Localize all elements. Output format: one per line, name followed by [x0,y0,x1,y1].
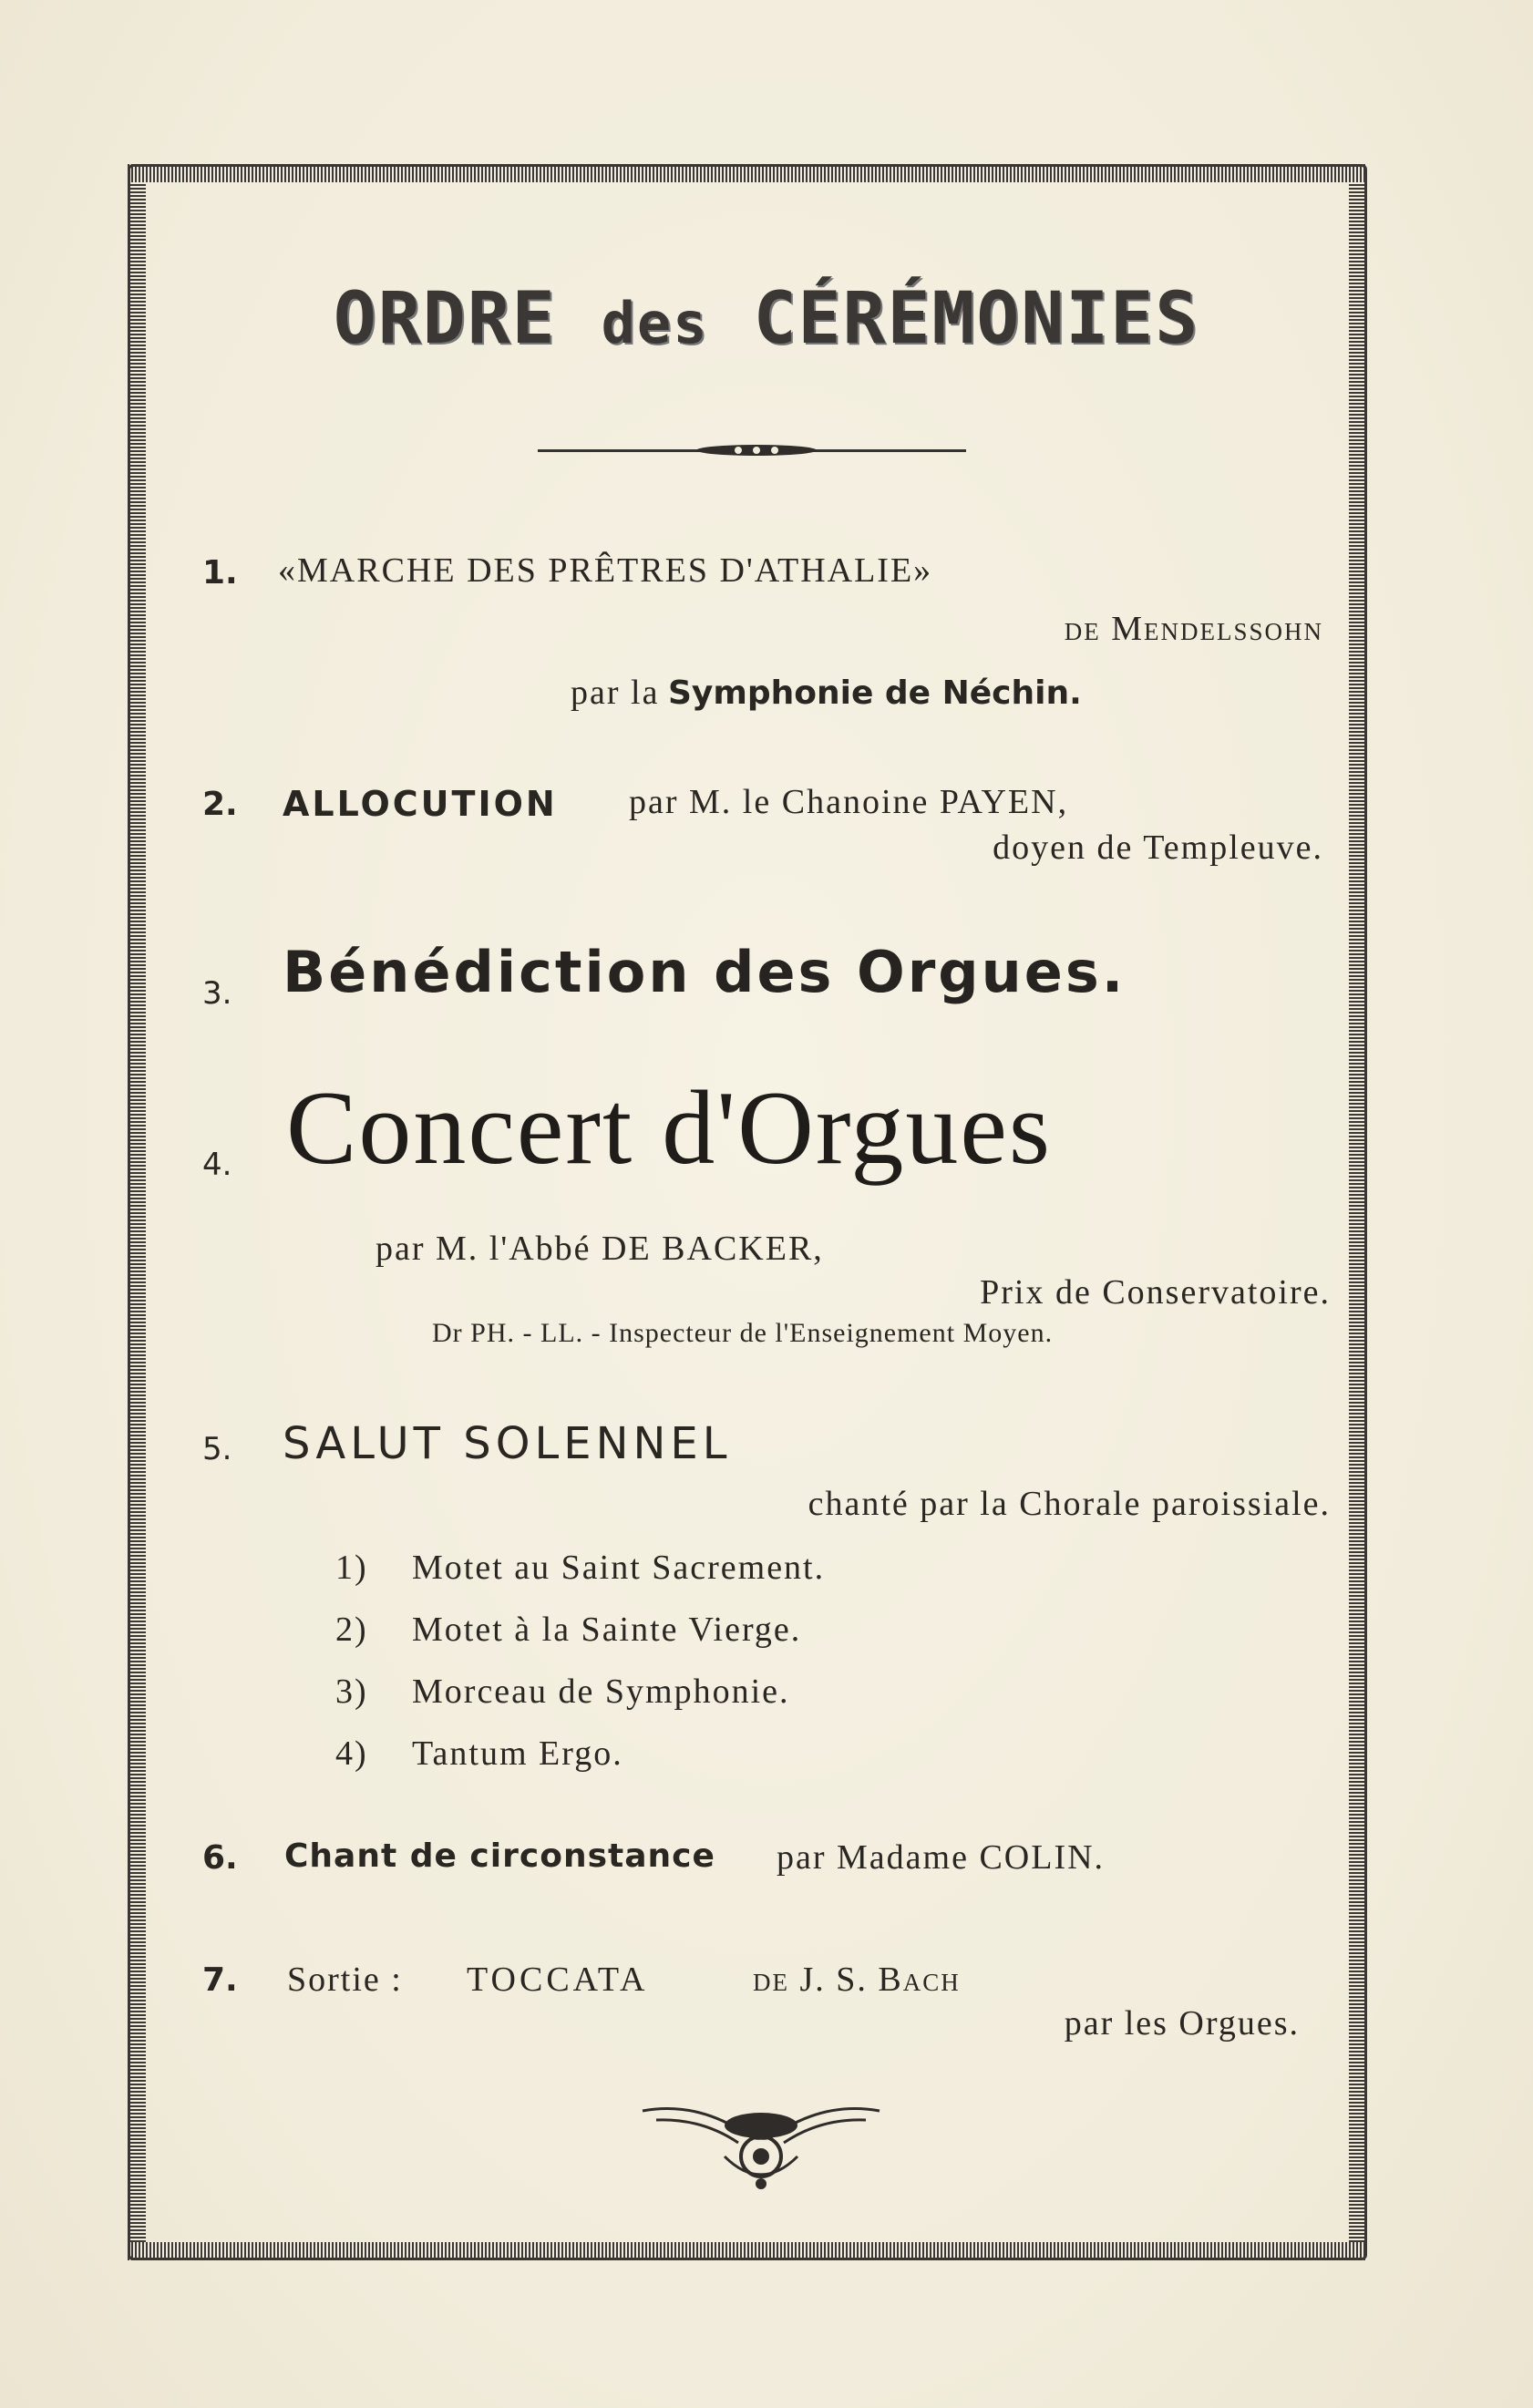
item-1-title: «MARCHE DES PRÊTRES D'ATHALIE» [278,551,933,590]
item-5-by: chanté par la Chorale paroissiale. [808,1485,1331,1523]
sub-item-number: 1) [335,1549,368,1587]
sub-item-number: 2) [335,1610,368,1649]
sub-item-text: Motet au Saint Sacrement. [412,1549,826,1587]
item-7-number: 7. [202,1961,238,1999]
item-1-performer-line: par la Symphonie de Néchin. [571,674,1082,712]
item-4-number: 4. [202,1147,232,1183]
item-7-by: par les Orgues. [1064,2004,1300,2043]
sub-item-text: Morceau de Symphonie. [412,1672,790,1711]
item-5-title: SALUT SOLENNEL [283,1418,732,1469]
item-7-piece: TOCCATA [467,1960,649,1999]
item-7-label: Sortie : [287,1960,403,1999]
page-title: ORDRE des CÉRÉMONIES [333,278,1200,360]
item-2-title: ALLOCUTION [283,784,558,824]
item-3-title: Bénédiction des Orgues. [283,939,1127,1005]
item-4-by: par M. l'Abbé DE BACKER, [376,1230,824,1268]
item-2-by: par M. le Chanoine PAYEN, [629,783,1069,821]
item-6-number: 6. [202,1839,238,1877]
rule-ornament-icon [693,444,820,457]
item-2-role: doyen de Templeuve. [993,828,1323,867]
item-4-title: Concert d'Orgues [286,1070,1053,1187]
item-2-number: 2. [202,786,238,823]
item-4-prize: Prix de Conservatoire. [980,1273,1331,1312]
item-4-detail: Dr PH. - LL. - Inspecteur de l'Enseignement Moyen. [432,1318,1054,1348]
decorative-border [109,146,1385,2279]
item-3-number: 3. [202,975,232,1012]
fleuron-ornament-icon [638,2093,884,2193]
sub-item-number: 4) [335,1734,368,1773]
sub-item-text: Motet à la Sainte Vierge. [412,1610,802,1649]
item-7-composer: de J. S. Bach [753,1960,961,1999]
item-1-composer: de Mendelssohn [1064,610,1323,648]
item-6-title: Chant de circonstance [284,1837,715,1875]
item-5-number: 5. [202,1431,232,1467]
sub-item-text: Tantum Ergo. [412,1734,623,1773]
sub-item-number: 3) [335,1672,368,1711]
item-6-by: par Madame COLIN. [777,1838,1106,1877]
item-1-number: 1. [202,554,238,592]
